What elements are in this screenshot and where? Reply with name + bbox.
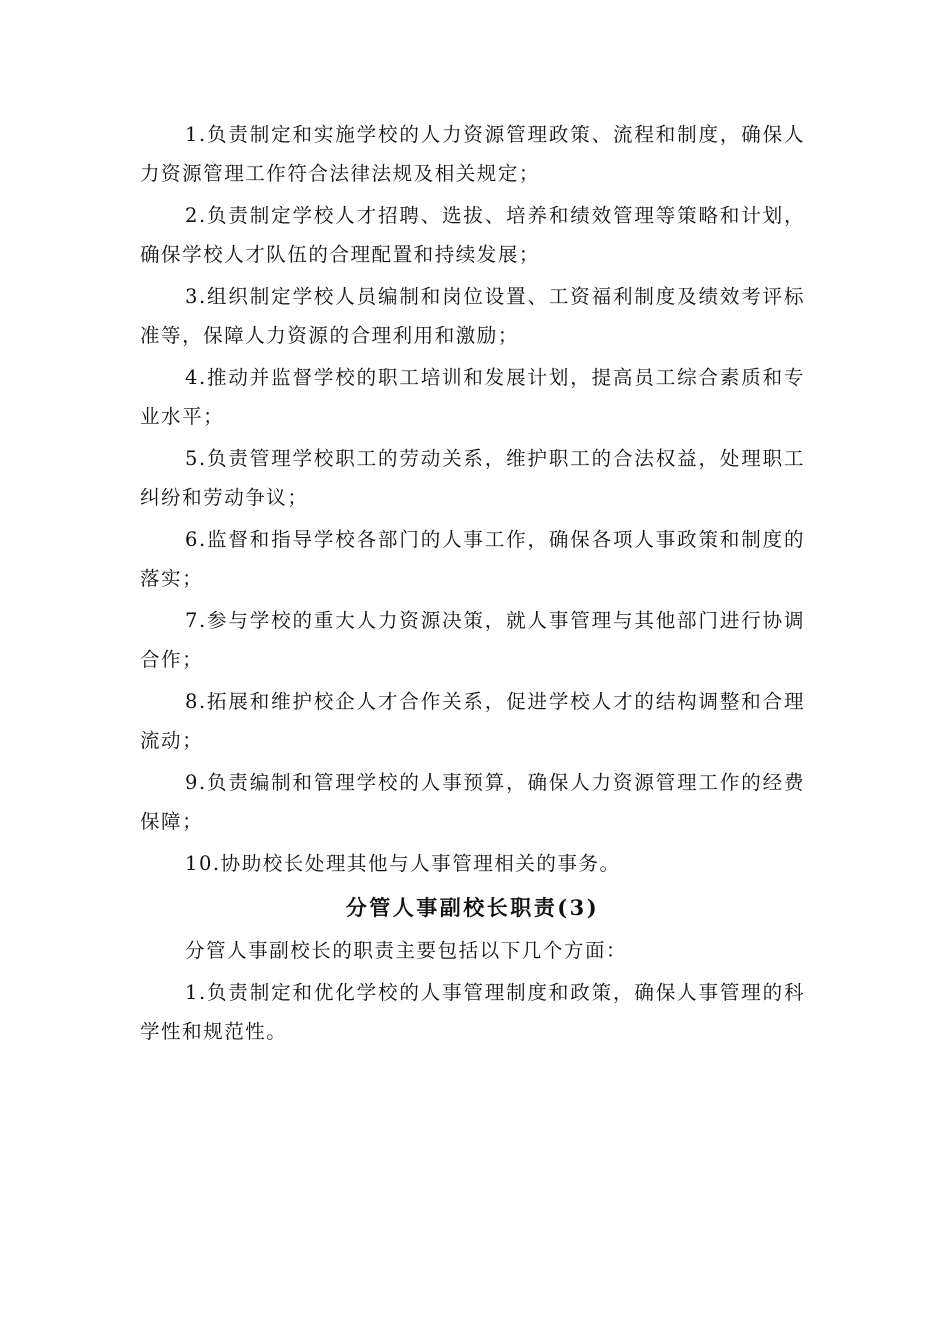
section-heading: 分管人事副校长职责(3) [345, 894, 600, 920]
duty-item-4: 4.推动并监督学校的职工培训和发展计划，提高员工综合素质和专业水平； [140, 366, 805, 428]
document-body [140, 116, 805, 1055]
duty-item-5: 5.负责管理学校职工的劳动关系，维护职工的合法权益，处理职工纠纷和劳动争议； [140, 447, 805, 509]
duty-item-3: 3.组织制定学校人员编制和岗位设置、工资福利制度及绩效考评标准等，保障人力资源的合理利用和激励； [140, 285, 805, 347]
duty-item-6: 6.监督和指导学校各部门的人事工作，确保各项人事政策和制度的落实； [140, 528, 805, 590]
duty-item-9: 9.负责编制和管理学校的人事预算，确保人力资源管理工作的经费保障； [140, 771, 805, 833]
duty-item-2: 2.负责制定学校人才招聘、选拔、培养和绩效管理等策略和计划，确保学校人才队伍的合理配置和持续发展； [140, 204, 805, 266]
duty-item-1: 1.负责制定和实施学校的人力资源管理政策、流程和制度，确保人力资源管理工作符合法律法规及相关规定； [140, 123, 805, 185]
duty-item-10: 10.协助校长处理其他与人事管理相关的事务。 [185, 852, 621, 875]
duty-item-8: 8.拓展和维护校企人才合作关系，促进学校人才的结构调整和合理流动； [140, 690, 805, 752]
section-duty-item-1: 1.负责制定和优化学校的人事管理制度和政策，确保人事管理的科学性和规范性。 [140, 981, 805, 1043]
section-intro: 分管人事副校长的职责主要包括以下几个方面： [185, 938, 628, 962]
duty-item-7: 7.参与学校的重大人力资源决策，就人事管理与其他部门进行协调合作； [140, 609, 805, 671]
